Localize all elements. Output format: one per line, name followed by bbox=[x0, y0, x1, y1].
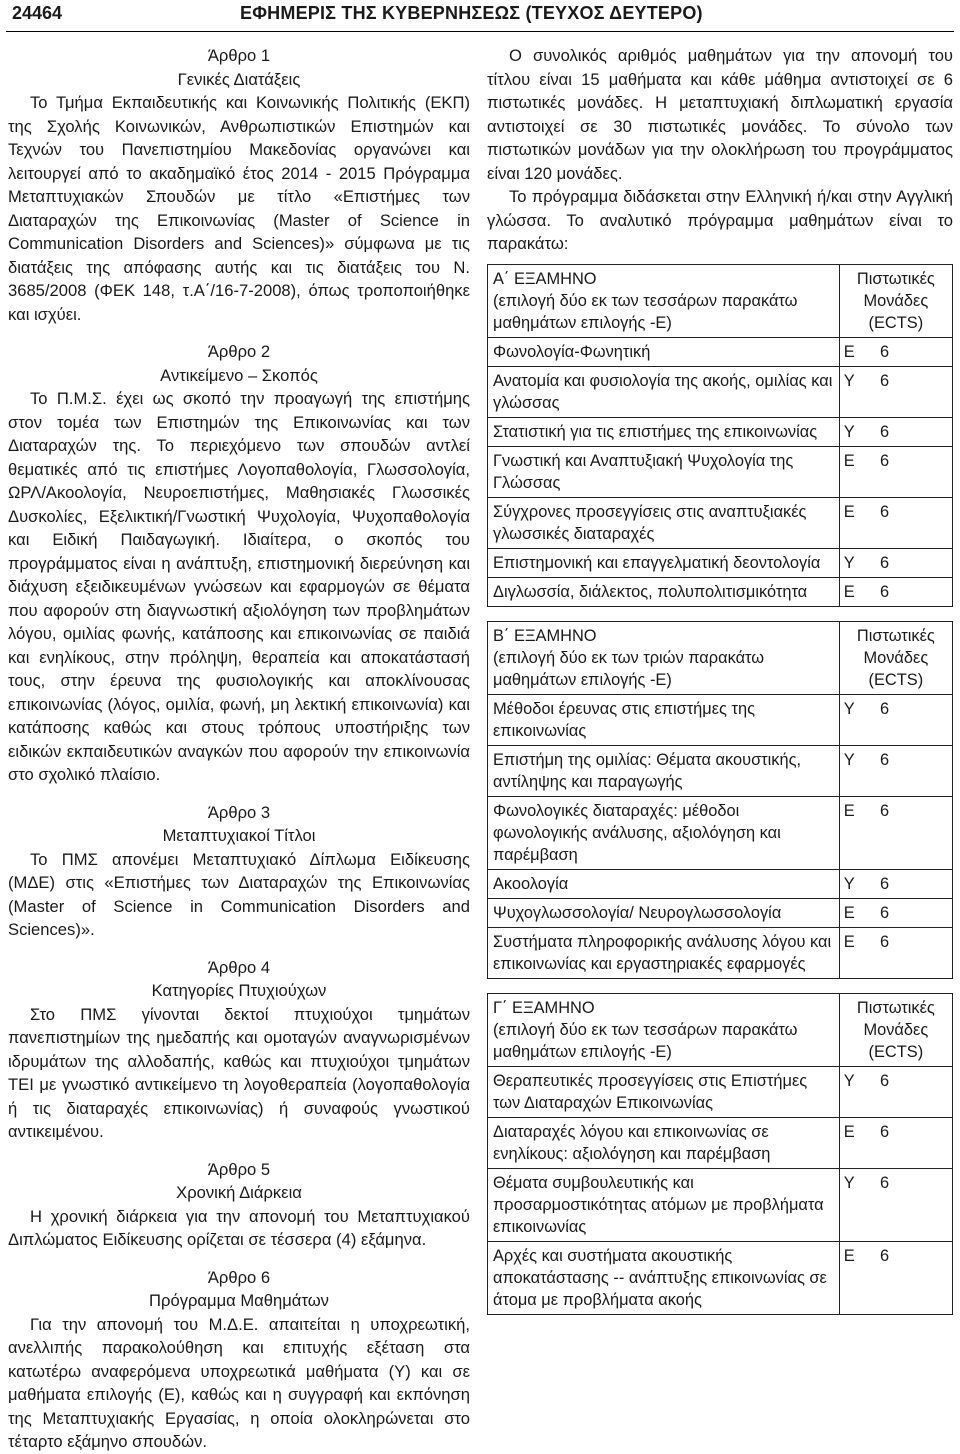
table-row bbox=[488, 898, 953, 927]
semester-title: Α΄ ΕΞΑΜΗΝΟ bbox=[493, 269, 597, 288]
article-1-subtitle: Γενικές Διατάξεις bbox=[177, 69, 301, 89]
article-6-subtitle: Πρόγραμμα Μαθημάτων bbox=[149, 1291, 329, 1310]
table-row bbox=[488, 694, 953, 745]
course-ects: 6 bbox=[875, 1117, 953, 1168]
table-row bbox=[488, 366, 953, 417]
course-ects: 6 bbox=[875, 548, 953, 577]
course-ects: 6 bbox=[875, 417, 953, 446]
table-row bbox=[488, 548, 953, 577]
course-ects: 6 bbox=[875, 446, 953, 497]
language-paragraph: Το πρόγραμμα διδάσκεται στην Ελληνική ή/και στην Αγγλική γλώσσα. Το αναλυτικό πρόγραμμα μαθημάτων είναι το παρακάτω: bbox=[487, 187, 953, 253]
semester-heading bbox=[488, 264, 840, 337]
table-row bbox=[488, 869, 953, 898]
course-ects: 6 bbox=[875, 497, 953, 548]
course-ects: 6 bbox=[875, 1168, 953, 1241]
article-2-text: Το Π.Μ.Σ. έχει ως σκοπό την προαγωγή της επιστήμης στον τομέα των Επιστημών της Επικοινωνίας και των Διαταραχών της. Το περιεχόμενο των σπουδών αντλεί θεματικές από τις επιστήμες Λογοπαθολογία, Γλωσσολογία, ΩΡΛ/Ακοολογία, Νευροεπιστήμες, Μαθησιακές Γλωσσικές Δυσκολίες, Εξελικτική/Γνωστική Ψυχολογία, Ψυχοπαθολογία και Ειδική Παιδαγωγική. Ιδιαίτερα, ο σκοπός του προγράμματος είναι η ανάπτυξη, επιστημονική διερεύνηση και διάχυση εξειδικευμένων γνώσεων και εφαρμογών σε θέματα που αφορούν στη διαγνωστική αξιολόγηση των προβλημάτων λόγου, ομιλίας φωνής, κατάποσης και επικοινωνίας σε παιδιά και ενηλίκους, στην πρόληψη, θεραπεία και αποκατάστασή τους, στην έρευνα της φυσιολογικής και αποκλίνουσας επικοινωνίας (λόγος, ομιλία, φωνή, μη λεκτική επικοινωνία) και κατάποσης καθώς και στους τρόπους υποστήριξης των ειδικών εκπαιδευτικών αναγκών που αφορούν την επικοινωνία στο σχολικό πλαίσιο. bbox=[8, 389, 470, 784]
table-row bbox=[488, 446, 953, 497]
article-1-title: Άρθρο 1 bbox=[207, 46, 271, 65]
course-type: Ε bbox=[839, 446, 875, 497]
credits-paragraph: Ο συνολικός αριθμός μαθημάτων για την απονομή του τίτλου είναι 15 μαθήματα και κάθε μάθημα αντιστοιχεί σε 6 πιστωτικές μονάδες. Η μεταπτυχιακή διπλωματική εργασία αντιστοιχεί σε 30 πιστωτικές μονάδες. Το σύνολο των πιστωτικών μονάδων για την ολοκλήρωση του προγράμματος είναι 120 μονάδες. bbox=[487, 46, 953, 183]
course-ects: 6 bbox=[875, 869, 953, 898]
article-5-subtitle: Χρονική Διάρκεια bbox=[176, 1183, 302, 1202]
course-type: Υ bbox=[839, 548, 875, 577]
article-6-text: Για την απονομή του Μ.Δ.Ε. απαιτείται η υποχρεωτική, ανελλιπής παρακολούθηση και επιτυχής εξέταση στα κατωτέρω αναφερόμενα υποχρεωτικά μαθήματα (Υ) και σε μαθήματα επιλογής (Ε), καθώς και η συγγραφή και εκπόνηση της Μεταπτυχιακής Εργασίας, η οποία ολοκληρώνεται στο τέταρτο εξάμηνο σπουδών. bbox=[8, 1314, 470, 1451]
article-6-title: Άρθρο 6 bbox=[207, 1267, 271, 1287]
left-column bbox=[8, 44, 470, 1454]
article-4-subtitle: Κατηγορίες Πτυχιούχων bbox=[151, 981, 327, 1000]
table-row bbox=[488, 1117, 953, 1168]
ects-column-header: Πιστωτικές Μονάδες (ECTS) bbox=[839, 621, 952, 694]
article-5-text: Η χρονική διάρκεια για την απονομή του Μεταπτυχιακού Διπλώματος Ειδίκευσης ορίζεται σε τέσσερα (4) εξάμηνα. bbox=[8, 1206, 470, 1249]
course-name: Ψυχογλωσσολογία/ Νευρογλωσσολογία bbox=[488, 898, 840, 927]
course-name: Αρχές και συστήματα ακουστικής αποκατάστασης -- ανάπτυξης επικοινωνίας σε άτομα με προβλήματα ακοής bbox=[488, 1241, 840, 1314]
article-1-text: Το Τμήμα Εκπαιδευτικής και Κοινωνικής Πολιτικής (ΕΚΠ) της Σχολής Κοινωνικών, Ανθρωπιστικών Επιστημών και Τεχνών του Πανεπιστημίου Μακεδονίας οργανώνει και λειτουργεί από το ακαδημαϊκό έτος 2014 - 2015 Πρόγραμμα Μεταπτυχιακών Σπουδών με τίτλο «Επιστήμες των Διαταραχών της Επικοινωνίας (Master of Science in Communication Disorders and Sciences)» σύμφωνα με τις διατάξεις της απόφασης αυτής και τις διατάξεις του Ν. 3685/2008 (ΦΕΚ 148, τ.Α΄/16-7-2008), όπως τροποποιήθηκε και ισχύει. bbox=[8, 93, 470, 324]
ects-column-header: Πιστωτικές Μονάδες (ECTS) bbox=[839, 993, 952, 1066]
table-row bbox=[488, 337, 953, 366]
course-type: Υ bbox=[839, 366, 875, 417]
course-name: Ακοολογία bbox=[488, 869, 840, 898]
course-ects: 6 bbox=[875, 927, 953, 978]
course-ects: 6 bbox=[875, 1241, 953, 1314]
course-type: Ε bbox=[839, 1241, 875, 1314]
course-name: Φωνολογία-Φωνητική bbox=[488, 337, 840, 366]
table-row bbox=[488, 927, 953, 978]
page-number: 24464 bbox=[12, 3, 63, 23]
course-name: Γνωστική και Αναπτυξιακή Ψυχολογία της Γλώσσας bbox=[488, 446, 840, 497]
table-row bbox=[488, 577, 953, 606]
course-ects: 6 bbox=[875, 1066, 953, 1117]
table-row bbox=[488, 1168, 953, 1241]
table-row bbox=[488, 497, 953, 548]
semester-header-row bbox=[488, 264, 953, 337]
course-tables bbox=[487, 264, 953, 1315]
course-ects: 6 bbox=[875, 745, 953, 796]
course-name: Θέματα συμβουλευτικής και προσαρμοστικότητας ατόμων με προβλήματα επικοινωνίας bbox=[488, 1168, 840, 1241]
article-4-text: Στο ΠΜΣ γίνονται δεκτοί πτυχιούχοι τμημάτων πανεπιστημίων της ημεδαπής και ομοταγών αναγνωρισμένων ιδρυμάτων της αλλοδαπής, καθώς και πτυχιούχοι τμημάτων ΤΕΙ με γνωστικό αντικείμενο τη λογοθεραπεία (λογοπαθολογία ή τις διαταραχές επικοινωνίας) ή συναφούς γνωστικού αντικειμένου. bbox=[8, 1004, 470, 1141]
course-type: Υ bbox=[839, 1066, 875, 1117]
page-header bbox=[0, 0, 960, 34]
article-4-title: Άρθρο 4 bbox=[207, 957, 271, 977]
course-ects: 6 bbox=[875, 577, 953, 606]
course-name: Επιστήμη της ομιλίας: Θέματα ακουστικής, αντίληψης και παραγωγής bbox=[488, 745, 840, 796]
semester-heading bbox=[488, 993, 840, 1066]
semester-header-row bbox=[488, 993, 953, 1066]
course-type: Ε bbox=[839, 927, 875, 978]
table-row bbox=[488, 796, 953, 869]
course-ects: 6 bbox=[875, 898, 953, 927]
table-row bbox=[488, 1066, 953, 1117]
course-type: Υ bbox=[839, 1168, 875, 1241]
semester-title: Γ΄ ΕΞΑΜΗΝΟ bbox=[493, 998, 595, 1017]
course-type: Υ bbox=[839, 417, 875, 446]
semester-heading bbox=[488, 621, 840, 694]
course-type: Ε bbox=[839, 796, 875, 869]
course-ects: 6 bbox=[875, 694, 953, 745]
semester-note: (επιλογή δύο εκ των τεσσάρων παρακάτω μαθημάτων επιλογής -Ε) bbox=[493, 1020, 798, 1061]
course-type: Ε bbox=[839, 898, 875, 927]
article-2-subtitle: Αντικείμενο – Σκοπός bbox=[160, 365, 318, 385]
article-3-text: Το ΠΜΣ απονέμει Μεταπτυχιακό Δίπλωμα Ειδίκευσης (ΜΔΕ) στις «Επιστήμες των Διαταραχών της Επικοινωνίας (Master of Science in Communication Disorders and Sciences)». bbox=[8, 849, 470, 939]
course-type: Ε bbox=[839, 337, 875, 366]
article-3-title: Άρθρο 3 bbox=[207, 802, 271, 822]
article-2-title: Άρθρο 2 bbox=[207, 342, 271, 361]
semester-title: Β΄ ΕΞΑΜΗΝΟ bbox=[493, 626, 597, 645]
course-name: Ανατομία και φυσιολογία της ακοής, ομιλίας και γλώσσας bbox=[488, 366, 840, 417]
course-type: Υ bbox=[839, 869, 875, 898]
course-name: Διαταραχές λόγου και επικοινωνίας σε ενηλίκους: αξιολόγηση και παρέμβαση bbox=[488, 1117, 840, 1168]
course-type: Υ bbox=[839, 694, 875, 745]
semester-note: (επιλογή δύο εκ των τεσσάρων παρακάτω μαθημάτων επιλογής -Ε) bbox=[493, 291, 798, 332]
semester-note: (επιλογή δύο εκ των τριών παρακάτω μαθημάτων επιλογής -Ε) bbox=[493, 648, 765, 689]
course-ects: 6 bbox=[875, 796, 953, 869]
course-name: Θεραπευτικές προσεγγίσεις στις Επιστήμες των Διαταραχών Επικοινωνίας bbox=[488, 1066, 840, 1117]
course-type: Ε bbox=[839, 497, 875, 548]
gazette-title: ΕΦΗΜΕΡΙΣ ΤΗΣ ΚΥΒΕΡΝΗΣΕΩΣ (ΤΕΥΧΟΣ ΔΕΥΤΕΡΟ) bbox=[240, 3, 703, 23]
table-row bbox=[488, 417, 953, 446]
course-type: Ε bbox=[839, 1117, 875, 1168]
course-name: Διγλωσσία, διάλεκτος, πολυπολιτισμικότητα bbox=[488, 577, 840, 606]
article-3-subtitle: Μεταπτυχιακοί Τίτλοι bbox=[162, 826, 316, 845]
table-row bbox=[488, 1241, 953, 1314]
course-type: Ε bbox=[839, 577, 875, 606]
ects-column-header: Πιστωτικές Μονάδες (ECTS) bbox=[839, 264, 952, 337]
semester-header-row bbox=[488, 621, 953, 694]
semester-table bbox=[487, 621, 953, 979]
course-ects: 6 bbox=[875, 366, 953, 417]
header-rule bbox=[6, 31, 954, 32]
course-name: Επιστημονική και επαγγελματική δεοντολογία bbox=[488, 548, 840, 577]
semester-table bbox=[487, 264, 953, 607]
article-5-title: Άρθρο 5 bbox=[207, 1159, 271, 1179]
course-name: Συστήματα πληροφορικής ανάλυσης λόγου και επικοινωνίας και εργαστηριακές εφαρμογές bbox=[488, 927, 840, 978]
right-column bbox=[487, 44, 953, 1315]
course-type: Υ bbox=[839, 745, 875, 796]
course-name: Μέθοδοι έρευνας στις επιστήμες της επικοινωνίας bbox=[488, 694, 840, 745]
semester-table bbox=[487, 993, 953, 1315]
course-name: Στατιστική για τις επιστήμες της επικοινωνίας bbox=[488, 417, 840, 446]
table-row bbox=[488, 745, 953, 796]
course-name: Φωνολογικές διαταραχές: μέθοδοι φωνολογικής ανάλυσης, αξιολόγηση και παρέμβαση bbox=[488, 796, 840, 869]
course-name: Σύγχρονες προσεγγίσεις στις αναπτυξιακές γλωσσικές διαταραχές bbox=[488, 497, 840, 548]
course-ects: 6 bbox=[875, 337, 953, 366]
